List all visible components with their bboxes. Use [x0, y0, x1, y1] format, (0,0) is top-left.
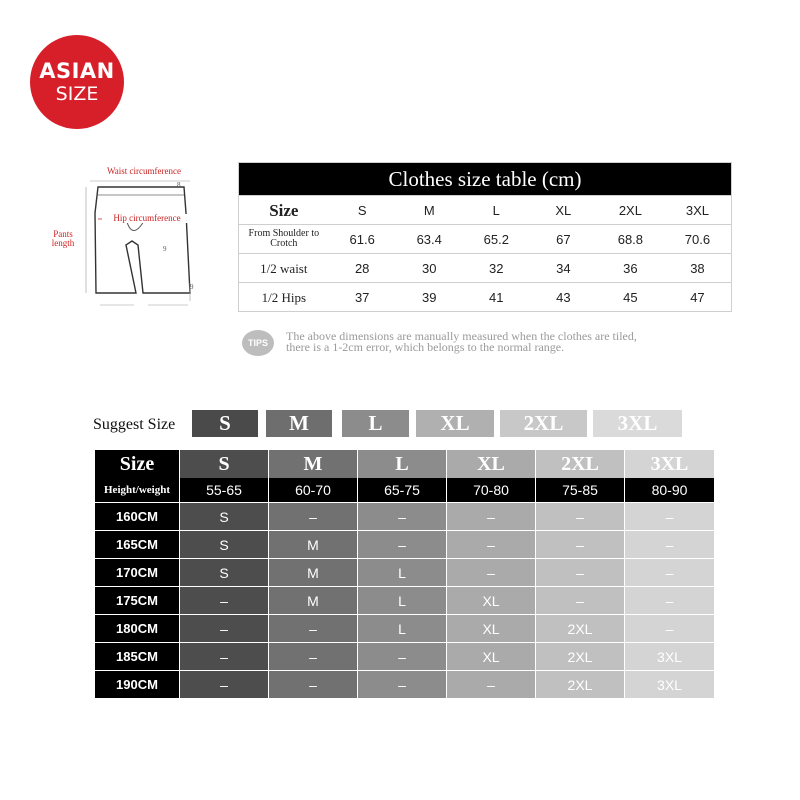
- height-label: 160CM: [95, 503, 180, 530]
- table-row: [239, 282, 731, 311]
- table-cell: 68.8: [617, 231, 644, 247]
- grid-size-xl: XL: [447, 450, 536, 478]
- row-label: From Shoulder to Crotch: [248, 228, 320, 249]
- size-cell: –: [447, 671, 536, 698]
- tips-line2: there is a 1-2cm error, which belongs to the normal range.: [286, 340, 565, 354]
- size-cell: S: [180, 531, 269, 558]
- size-cell: –: [269, 671, 358, 698]
- size-cell: XL: [447, 615, 536, 642]
- table-cell: 38: [690, 260, 705, 276]
- size-cell: L: [358, 587, 447, 614]
- tips-badge-icon: TIPS: [242, 330, 274, 356]
- height-label: 175CM: [95, 587, 180, 614]
- clothes-table-title: Clothes size table (cm): [239, 163, 731, 195]
- size-cell: –: [180, 587, 269, 614]
- table-row: [239, 253, 731, 282]
- size-cell: –: [269, 643, 358, 670]
- table-row: [239, 224, 731, 253]
- weight-range: 75-85: [536, 478, 625, 502]
- weight-range: 70-80: [447, 478, 536, 502]
- weight-range: 80-90: [651, 482, 688, 498]
- table-row: [95, 530, 714, 558]
- size-cell: M: [269, 559, 358, 586]
- table-cell: 65.2: [483, 231, 509, 247]
- pants-diagram: [40, 165, 200, 315]
- clothes-size-3xl: 3XL: [685, 202, 709, 218]
- table-cell: 30: [422, 260, 437, 276]
- dim-num-top: 8: [177, 181, 181, 189]
- size-cell: 2XL: [536, 615, 625, 642]
- size-cell: –: [269, 503, 358, 530]
- dim-num-mid: 9: [163, 245, 167, 253]
- clothes-size-header: Size: [269, 200, 299, 220]
- height-label: 190CM: [95, 671, 180, 698]
- table-row: [95, 502, 714, 530]
- weight-range: 65-75: [358, 478, 447, 502]
- suggest-size-3xl: 3XL: [593, 410, 682, 437]
- table-cell: 41: [489, 289, 504, 305]
- clothes-size-s: S: [357, 202, 367, 218]
- clothes-size-m: M: [423, 202, 435, 218]
- badge-line1: ASIAN: [39, 59, 115, 83]
- size-cell: L: [358, 615, 447, 642]
- size-cell: 3XL: [625, 643, 714, 670]
- table-row: [95, 558, 714, 586]
- grid-size-l: L: [358, 450, 447, 478]
- table-cell: 47: [690, 289, 705, 305]
- hip-circumference-label: Hip circumference: [102, 214, 192, 223]
- pants-length-label: Pants length: [51, 229, 75, 248]
- height-weight-size-grid: [95, 450, 714, 698]
- size-cell: –: [625, 503, 714, 530]
- clothes-size-table: [238, 162, 732, 312]
- size-cell: S: [180, 559, 269, 586]
- table-cell: 32: [489, 260, 504, 276]
- table-cell: 67: [556, 231, 571, 247]
- clothes-size-l: L: [492, 202, 500, 218]
- height-weight-label: Height/weight: [95, 478, 180, 502]
- size-cell: –: [180, 643, 269, 670]
- size-cell: –: [358, 643, 447, 670]
- grid-size-header: Size: [95, 450, 180, 478]
- size-cell: –: [447, 531, 536, 558]
- grid-size-s: S: [180, 450, 269, 478]
- table-cell: 37: [354, 289, 370, 305]
- clothes-size-2xl: 2XL: [618, 202, 642, 218]
- table-cell: 39: [422, 289, 437, 305]
- waist-circumference-label: Waist circumference: [107, 166, 181, 176]
- table-row: [95, 586, 714, 614]
- asian-size-badge: [30, 35, 124, 129]
- size-cell: –: [269, 615, 358, 642]
- size-cell: –: [447, 503, 536, 530]
- size-cell: –: [536, 559, 625, 586]
- suggest-size-label: Suggest Size: [93, 416, 176, 433]
- suggest-size-xl: XL: [416, 410, 494, 437]
- table-cell: 61.6: [349, 231, 375, 247]
- size-cell: –: [447, 559, 536, 586]
- size-cell: XL: [447, 587, 536, 614]
- table-row: [95, 670, 714, 698]
- size-cell: 2XL: [536, 643, 625, 670]
- grid-header-row: [95, 450, 714, 478]
- row-label: 1/2 Hips: [261, 289, 307, 305]
- size-cell: M: [269, 587, 358, 614]
- table-cell: 63.4: [416, 231, 442, 247]
- size-cell: –: [625, 615, 714, 642]
- size-cell: –: [536, 587, 625, 614]
- size-cell: –: [536, 531, 625, 558]
- suggest-size-m: M: [266, 410, 332, 437]
- tips-line1: The above dimensions are manually measured when the clothes are tiled,: [286, 329, 637, 343]
- weight-range: 60-70: [269, 478, 358, 502]
- grid-size-2xl: 2XL: [536, 450, 625, 478]
- tips-note: [242, 327, 732, 357]
- height-label: 185CM: [95, 643, 180, 670]
- grid-size-3xl: 3XL: [625, 450, 714, 478]
- size-cell: –: [536, 503, 625, 530]
- row-label: 1/2 waist: [260, 260, 308, 276]
- table-row: [95, 642, 714, 670]
- tips-text: [286, 331, 736, 353]
- size-cell: –: [180, 615, 269, 642]
- weight-range: 55-65: [180, 478, 269, 502]
- size-cell: –: [358, 503, 447, 530]
- clothes-header-row: [239, 195, 731, 224]
- table-cell: 34: [556, 260, 571, 276]
- size-cell: M: [269, 531, 358, 558]
- size-cell: –: [358, 531, 447, 558]
- size-cell: L: [358, 559, 447, 586]
- size-cell: –: [180, 671, 269, 698]
- size-cell: 2XL: [536, 671, 625, 698]
- dim-num-bottom: 9: [190, 283, 194, 291]
- size-cell: –: [625, 587, 714, 614]
- table-cell: 43: [556, 289, 571, 305]
- size-cell: XL: [447, 643, 536, 670]
- table-cell: 45: [623, 289, 638, 305]
- suggest-size-2xl: 2XL: [500, 410, 587, 437]
- grid-weight-row: [95, 478, 714, 502]
- clothes-size-xl: XL: [555, 202, 572, 218]
- height-label: 180CM: [95, 615, 180, 642]
- size-cell: –: [358, 671, 447, 698]
- grid-body: [95, 502, 714, 698]
- suggest-size-s: S: [192, 410, 258, 437]
- table-row: [95, 614, 714, 642]
- table-cell: 28: [354, 260, 370, 276]
- grid-size-m: M: [269, 450, 358, 478]
- size-cell: –: [625, 531, 714, 558]
- size-cell: 3XL: [625, 671, 714, 698]
- table-cell: 70.6: [684, 231, 711, 247]
- size-cell: –: [625, 559, 714, 586]
- height-label: 170CM: [95, 559, 180, 586]
- table-cell: 36: [623, 260, 638, 276]
- size-cell: S: [180, 503, 269, 530]
- suggest-size-l: L: [342, 410, 409, 437]
- badge-line2: SIZE: [55, 83, 99, 105]
- height-label: 165CM: [95, 531, 180, 558]
